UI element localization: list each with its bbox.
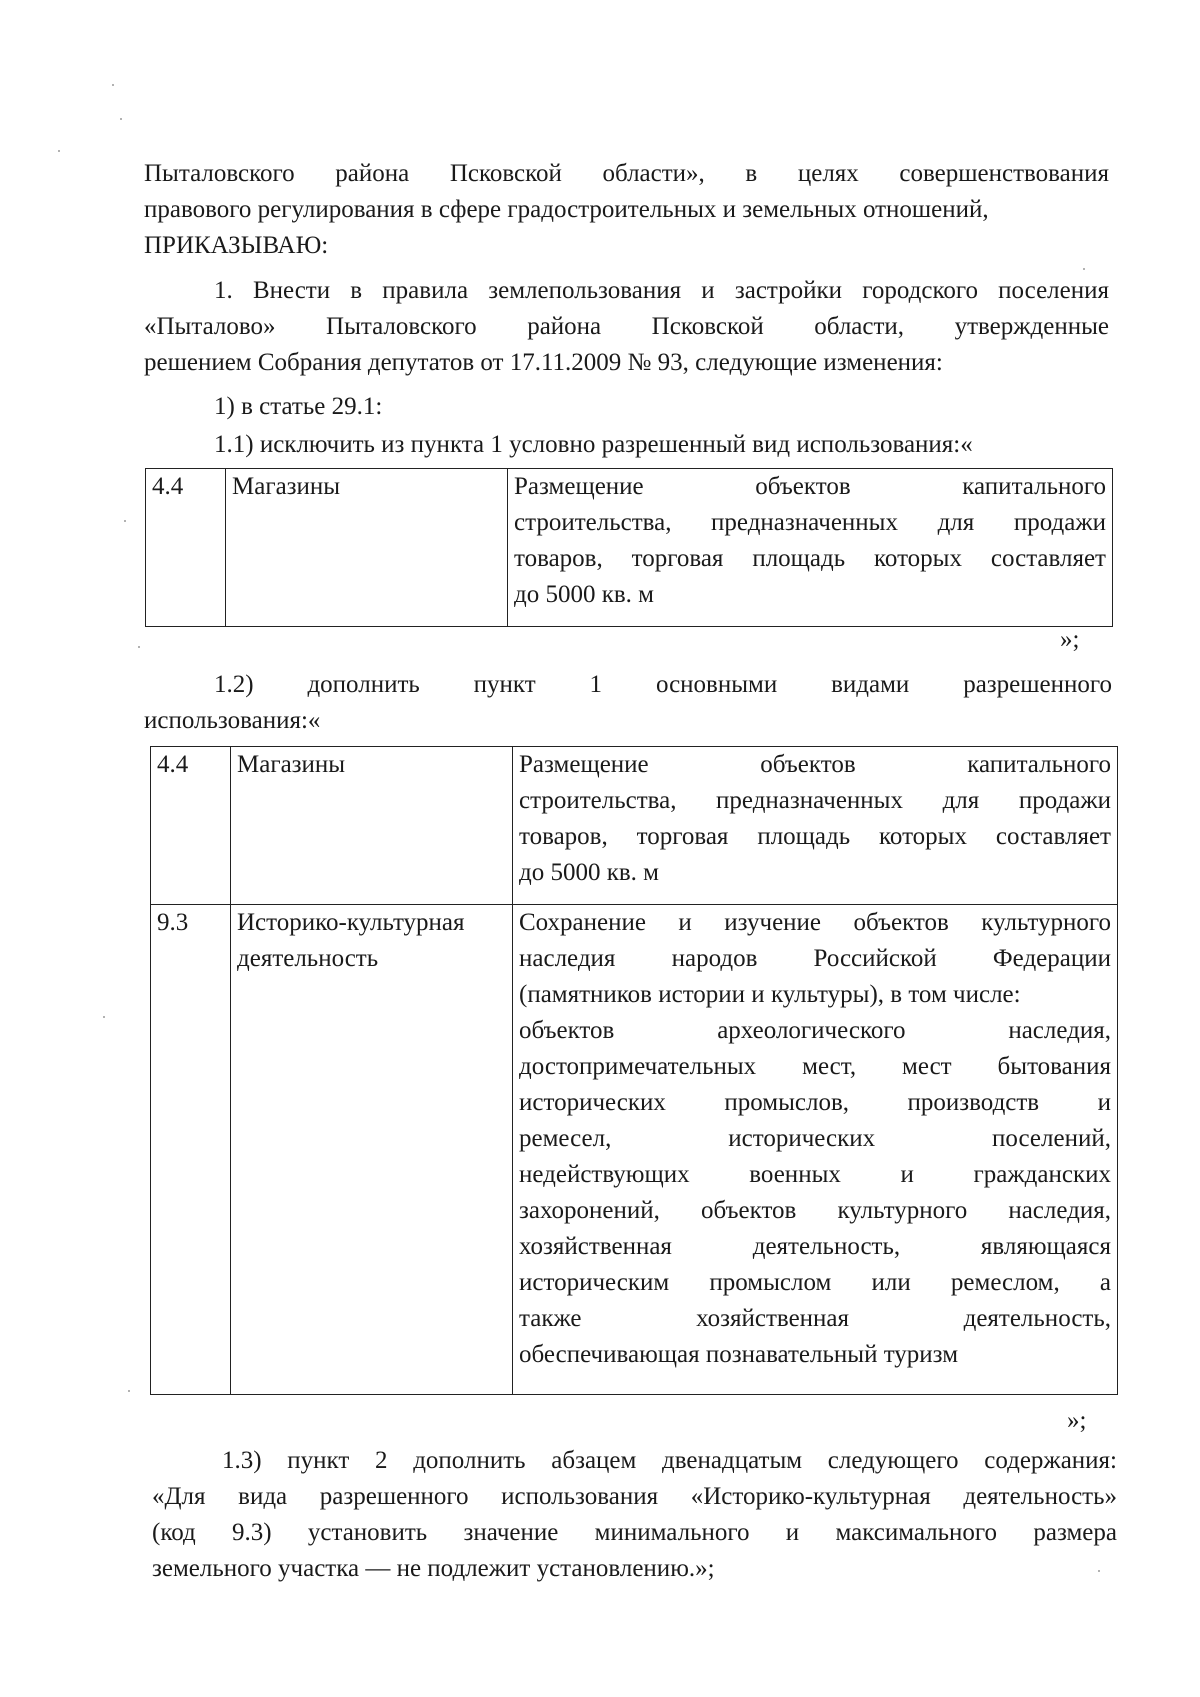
text-line: решением Собрания депутатов от 17.11.2009 № 93, следующие изменения: [144, 349, 943, 376]
description-line: исторических промыслов, производств и [519, 1089, 1111, 1116]
scan-speck [112, 84, 114, 86]
text-line: 1.1) исключить из пункта 1 условно разрешенный вид использования:« [214, 431, 973, 458]
table-excluded-use [145, 468, 1113, 627]
text-line: (код 9.3) установить значение минимального и максимального размера [152, 1519, 1117, 1546]
description-line: до 5000 кв. м [514, 581, 654, 608]
description-line: Сохранение и изучение объектов культурного [519, 909, 1111, 936]
code-text: 9.3 [157, 909, 189, 936]
description-line: товаров, торговая площадь которых составляет [519, 823, 1111, 850]
text-line: земельного участка — не подлежит установлению.»; [152, 1555, 715, 1582]
table-row [151, 905, 1118, 1395]
description-line: недействующих военных и гражданских [519, 1161, 1111, 1188]
description-line: также хозяйственная деятельность, [519, 1305, 1111, 1332]
subitem-1-3 [152, 1443, 1117, 1587]
scan-speck [58, 150, 60, 152]
description-line: Размещение объектов капитального [514, 473, 1106, 500]
text-line: 1.2) дополнить пункт 1 основными видами разрешенного [214, 671, 1112, 698]
code-cell [146, 469, 226, 627]
subitem-1-1 [214, 427, 1114, 463]
description-cell [513, 747, 1118, 905]
code-cell [151, 905, 231, 1395]
text-line: использования:« [144, 707, 321, 734]
scan-speck [124, 520, 126, 522]
description-line: Размещение объектов капитального [519, 751, 1111, 778]
text-line: ПРИКАЗЫВАЮ: [144, 232, 329, 259]
closing-quote-2: »; [1067, 1407, 1087, 1434]
table-added-uses [150, 746, 1118, 1395]
table-row [146, 469, 1113, 627]
description-line: наследия народов Российской Федерации [519, 945, 1111, 972]
table-row [151, 747, 1118, 905]
description-line: достопримечательных мест, мест бытования [519, 1053, 1111, 1080]
description-cell [508, 469, 1113, 627]
description-line: (памятников истории и культуры), в том числе: [519, 981, 1021, 1008]
text-line: Пыталовского района Псковской области», в целях совершенствования [144, 160, 1109, 187]
item-1-paragraph [144, 273, 1109, 381]
text-line: 1.3) пункт 2 дополнить абзацем двенадцатым следующего содержания: [222, 1447, 1117, 1474]
description-line: ремесел, исторических поселений, [519, 1125, 1111, 1152]
subitem-1-2 [144, 667, 1112, 739]
scan-speck [1083, 268, 1085, 270]
description-line: объектов археологического наследия, [519, 1017, 1111, 1044]
name-text: Магазины [237, 751, 346, 778]
description-line: товаров, торговая площадь которых составляет [514, 545, 1106, 572]
name-cell [231, 747, 513, 905]
name-text: деятельность [237, 945, 379, 972]
closing-quote-1: »; [1060, 626, 1080, 653]
name-cell [231, 905, 513, 1395]
name-text: Магазины [232, 473, 341, 500]
scan-speck [138, 646, 140, 648]
description-line: строительства, предназначенных для продажи [514, 509, 1106, 536]
description-line: захоронений, объектов культурного наследия, [519, 1197, 1111, 1224]
code-text: 4.4 [152, 473, 184, 500]
scan-speck [1098, 1570, 1100, 1572]
description-cell [513, 905, 1118, 1395]
description-line: хозяйственная деятельность, являющаяся [519, 1233, 1111, 1260]
text-line: 1. Внести в правила землепользования и застройки городского поселения [214, 277, 1109, 304]
subitem-1 [214, 389, 1114, 425]
name-cell [226, 469, 508, 627]
text-line: «Пыталово» Пыталовского района Псковской области, утвержденные [144, 313, 1109, 340]
text-line: правового регулирования в сфере градостроительных и земельных отношений, [144, 196, 989, 223]
text-line: 1) в статье 29.1: [214, 393, 383, 420]
scan-speck [120, 118, 122, 120]
description-line: строительства, предназначенных для продажи [519, 787, 1111, 814]
description-line: обеспечивающая познавательный туризм [519, 1341, 959, 1368]
text-line: «Для вида разрешенного использования «Историко-культурная деятельность» [152, 1483, 1117, 1510]
code-text: 4.4 [157, 751, 189, 778]
intro-paragraph [144, 156, 1109, 264]
scan-speck [103, 1016, 105, 1018]
scan-speck [128, 1390, 130, 1392]
name-text: Историко-культурная [237, 909, 465, 936]
code-cell [151, 747, 231, 905]
description-line: историческим промыслом или ремеслом, а [519, 1269, 1111, 1296]
description-line: до 5000 кв. м [519, 859, 659, 886]
